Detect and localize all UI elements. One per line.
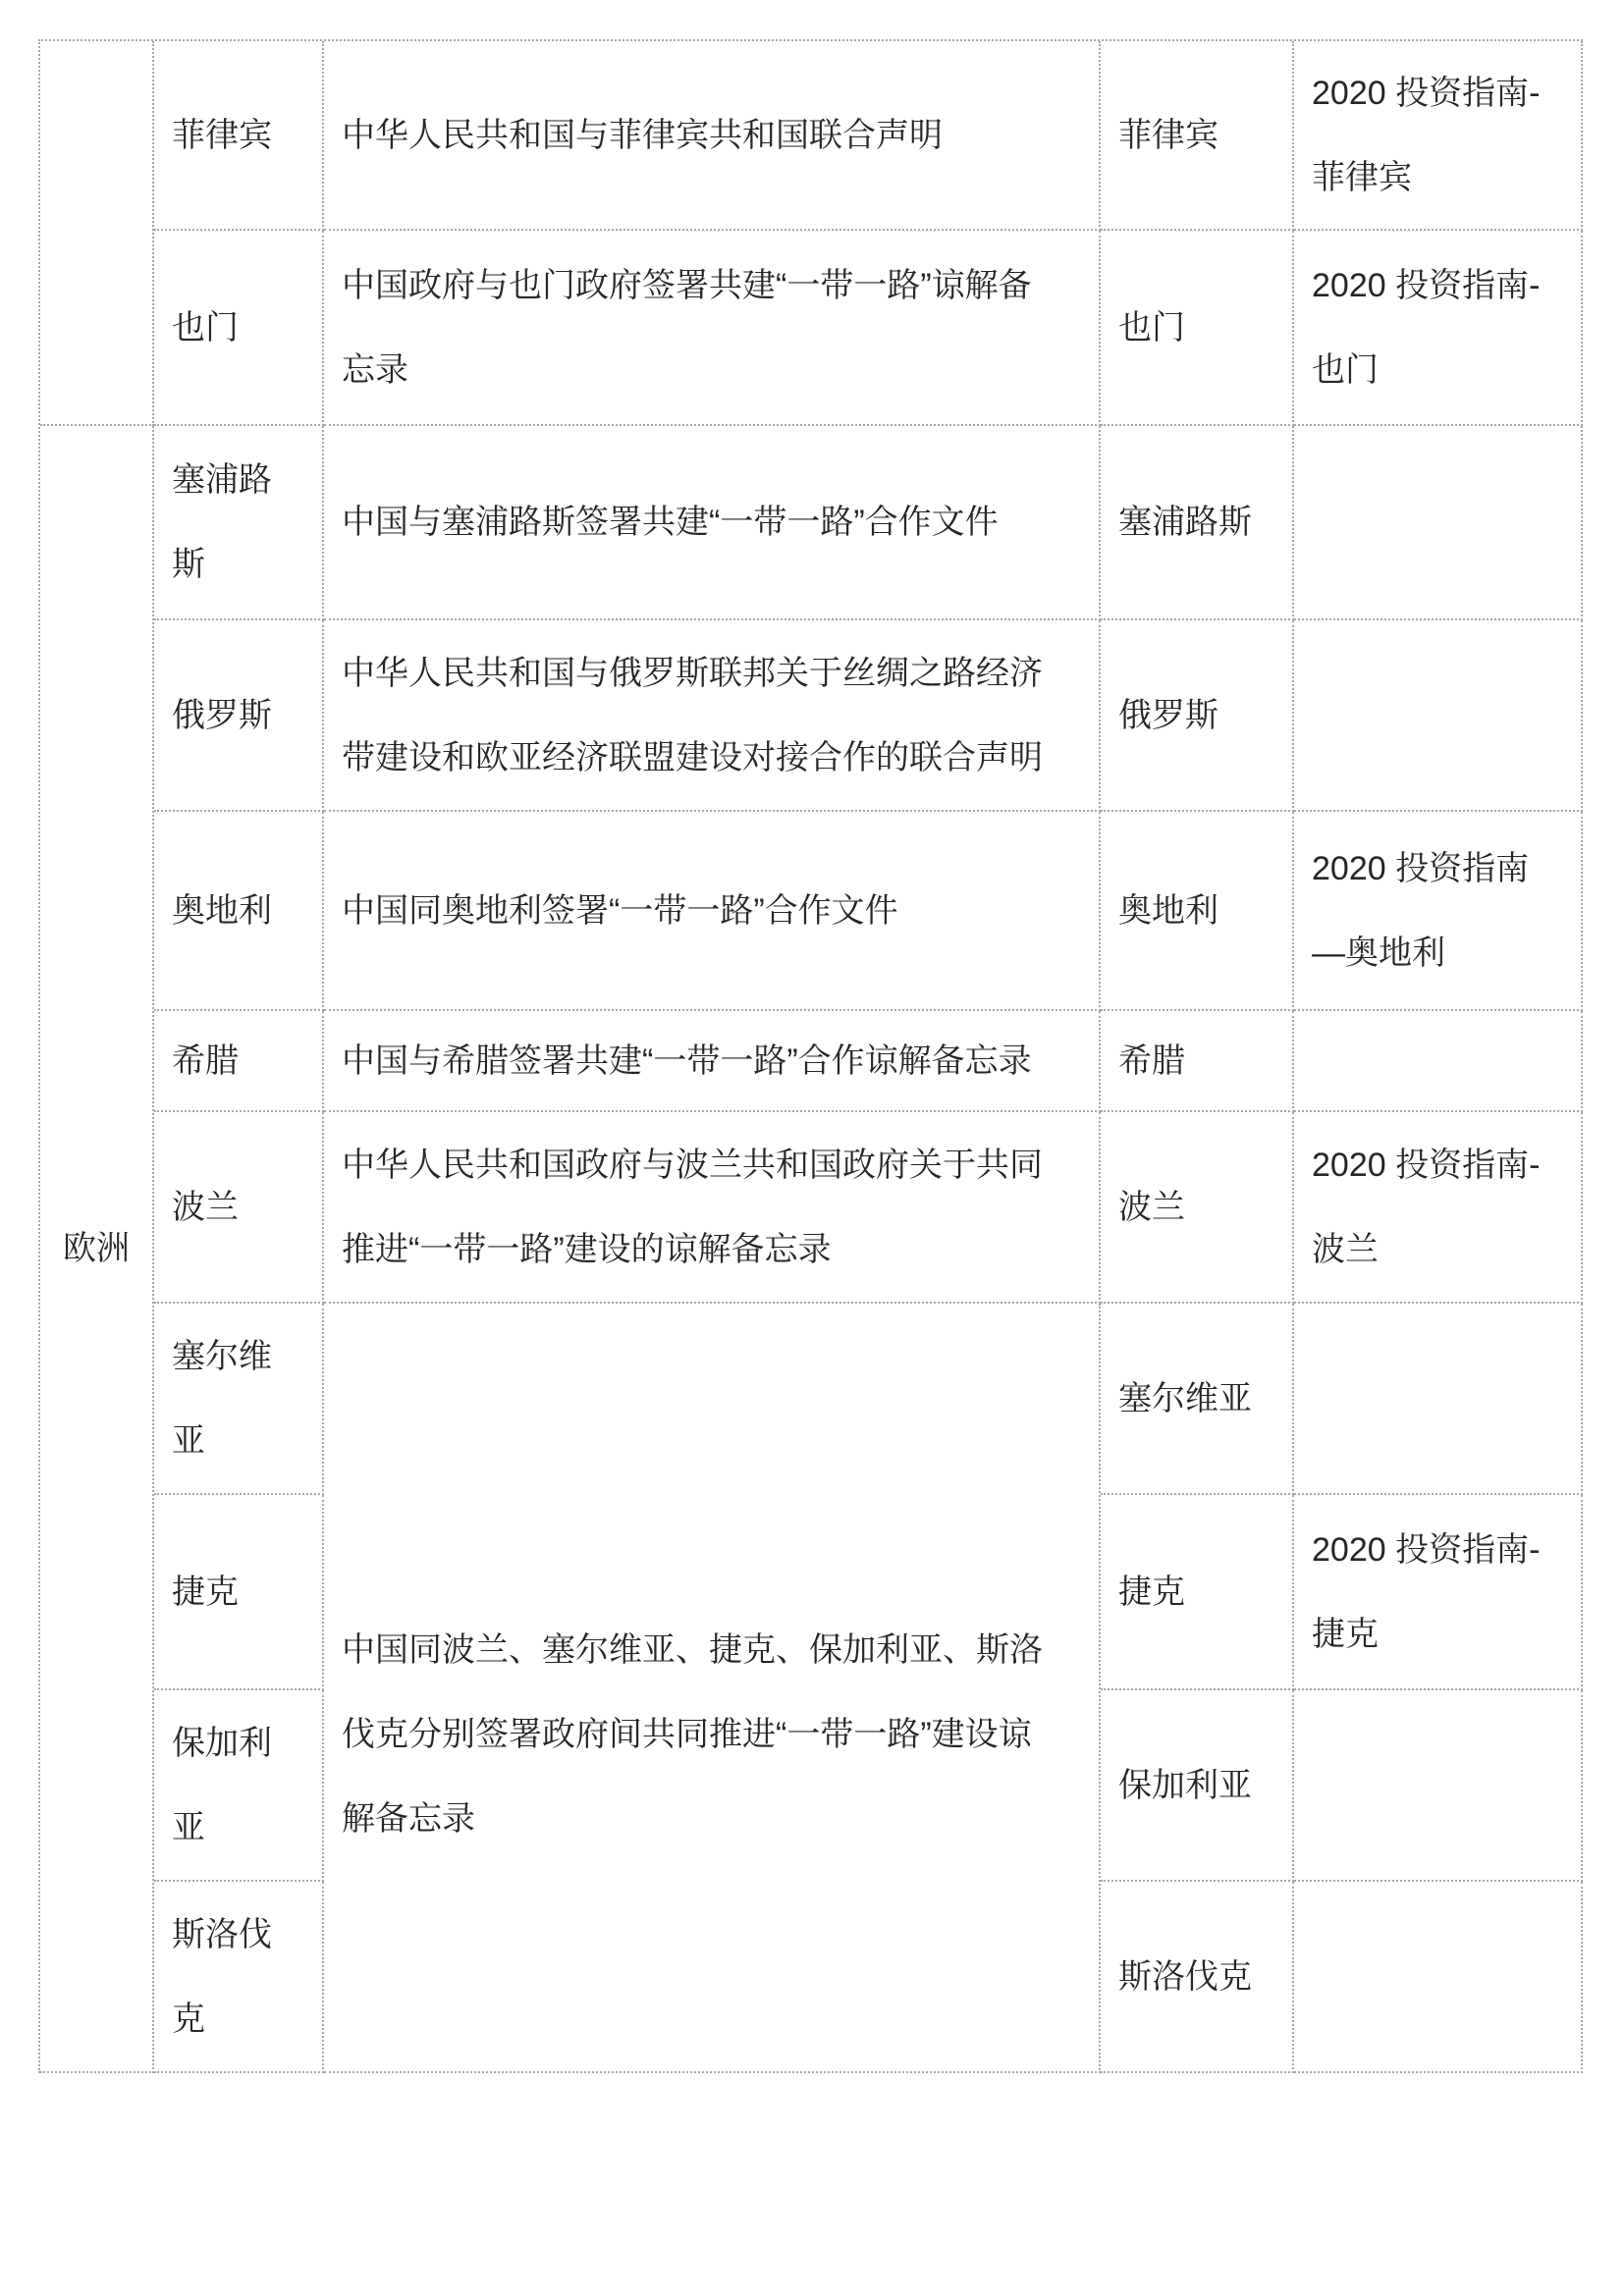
text-line: 塞尔维 (172, 1337, 272, 1375)
country-left-austria (154, 812, 324, 1011)
text-line: 忘录 (342, 350, 408, 389)
text-line: 菲律宾 (172, 116, 272, 154)
text-line: 捷克 (172, 1573, 239, 1611)
text-line: 塞浦路 (172, 461, 272, 499)
region-cell-blank (40, 41, 154, 426)
country-label: 也门 (1118, 308, 1185, 347)
doc-merged-five-countries (324, 1304, 1101, 2073)
country-left-poland (154, 1112, 324, 1304)
doc-austria (324, 812, 1101, 1011)
guide-yemen (1294, 231, 1583, 426)
doc-yemen (324, 231, 1101, 426)
country-left-philippines (154, 41, 324, 231)
doc-russia (324, 620, 1101, 812)
guide-serbia (1294, 1304, 1583, 1495)
text-line: 波兰 (1312, 1230, 1379, 1268)
text-line: 菲律宾 (1312, 158, 1412, 196)
text-line: 中华人民共和国与俄罗斯联邦关于丝绸之路经济 (342, 654, 1043, 692)
country-label: 波兰 (1118, 1188, 1185, 1226)
country-label: 希腊 (1118, 1041, 1185, 1080)
country-right-czech (1101, 1495, 1294, 1690)
text-line: 波兰 (172, 1188, 239, 1226)
country-left-czech (154, 1495, 324, 1690)
text-line: 亚 (172, 1808, 205, 1846)
region-cell-europe (40, 426, 154, 2073)
country-right-philippines (1101, 41, 1294, 231)
country-left-greece (154, 1011, 324, 1112)
country-right-austria (1101, 812, 1294, 1011)
text-line: 2020 投资指南- (1312, 1146, 1541, 1184)
doc-philippines (324, 41, 1101, 231)
country-right-cyprus (1101, 426, 1294, 620)
country-right-greece (1101, 1011, 1294, 1112)
text-line: 保加利 (172, 1724, 272, 1762)
text-line: 捷克 (1312, 1615, 1379, 1653)
text-line: 克 (172, 2000, 205, 2038)
text-line: 斯 (172, 546, 205, 583)
text-line: 推进“一带一路”建设的谅解备忘录 (342, 1230, 832, 1268)
guide-greece (1294, 1011, 1583, 1112)
text-line: 中国与希腊签署共建“一带一路”合作谅解备忘录 (342, 1041, 1032, 1080)
text-line: 奥地利 (172, 891, 272, 930)
agreements-table (38, 39, 1583, 2073)
country-label: 捷克 (1118, 1573, 1185, 1611)
country-right-yemen (1101, 231, 1294, 426)
guide-austria (1294, 812, 1583, 1011)
text-line: 中国政府与也门政府签署共建“一带一路”谅解备 (342, 266, 1032, 304)
country-label: 保加利亚 (1118, 1766, 1252, 1804)
text-line: 亚 (172, 1421, 205, 1460)
text-line: —奥地利 (1312, 934, 1445, 972)
text-line: 也门 (172, 308, 239, 347)
country-left-bulgaria (154, 1690, 324, 1882)
guide-cyprus (1294, 426, 1583, 620)
text-line: 2020 投资指南- (1312, 74, 1541, 112)
country-label: 斯洛伐克 (1118, 1957, 1252, 1996)
guide-bulgaria (1294, 1690, 1583, 1882)
text-line: 带建设和欧亚经济联盟建设对接合作的联合声明 (342, 738, 1043, 776)
guide-philippines (1294, 41, 1583, 231)
text-line: 斯洛伐 (172, 1915, 272, 1953)
text-line: 俄罗斯 (172, 696, 272, 734)
guide-slovakia (1294, 1882, 1583, 2073)
text-line: 2020 投资指南- (1312, 1530, 1541, 1569)
country-right-serbia (1101, 1304, 1294, 1495)
text-line: 伐克分别签署政府间共同推进“一带一路”建设谅 (342, 1716, 1032, 1753)
text-line: 中华人民共和国与菲律宾共和国联合声明 (342, 116, 943, 154)
country-label: 塞尔维亚 (1118, 1379, 1252, 1417)
guide-russia (1294, 620, 1583, 812)
country-left-yemen (154, 231, 324, 426)
text-line: 中国同奥地利签署“一带一路”合作文件 (342, 891, 898, 930)
country-label: 塞浦路斯 (1118, 504, 1252, 541)
text-line: 希腊 (172, 1041, 239, 1080)
country-left-slovakia (154, 1882, 324, 2073)
guide-poland (1294, 1112, 1583, 1304)
doc-greece (324, 1011, 1101, 1112)
text-line: 中国同波兰、塞尔维亚、捷克、保加利亚、斯洛 (342, 1631, 1043, 1669)
country-left-cyprus (154, 426, 324, 620)
country-left-russia (154, 620, 324, 812)
text-line: 也门 (1312, 350, 1379, 389)
text-line: 解备忘录 (342, 1800, 475, 1838)
country-label: 俄罗斯 (1118, 696, 1218, 734)
text-line: 2020 投资指南- (1312, 266, 1541, 304)
doc-cyprus (324, 426, 1101, 620)
doc-poland (324, 1112, 1101, 1304)
text-line: 中华人民共和国政府与波兰共和国政府关于共同 (342, 1146, 1043, 1184)
country-right-russia (1101, 620, 1294, 812)
country-label: 奥地利 (1118, 891, 1218, 930)
country-right-poland (1101, 1112, 1294, 1304)
guide-czech (1294, 1495, 1583, 1690)
country-right-slovakia (1101, 1882, 1294, 2073)
text-line: 2020 投资指南 (1312, 849, 1530, 887)
text-line: 中国与塞浦路斯签署共建“一带一路”合作文件 (342, 504, 999, 541)
country-right-bulgaria (1101, 1690, 1294, 1882)
region-label: 欧洲 (63, 1230, 130, 1267)
country-left-serbia (154, 1304, 324, 1495)
country-label: 菲律宾 (1118, 116, 1218, 154)
